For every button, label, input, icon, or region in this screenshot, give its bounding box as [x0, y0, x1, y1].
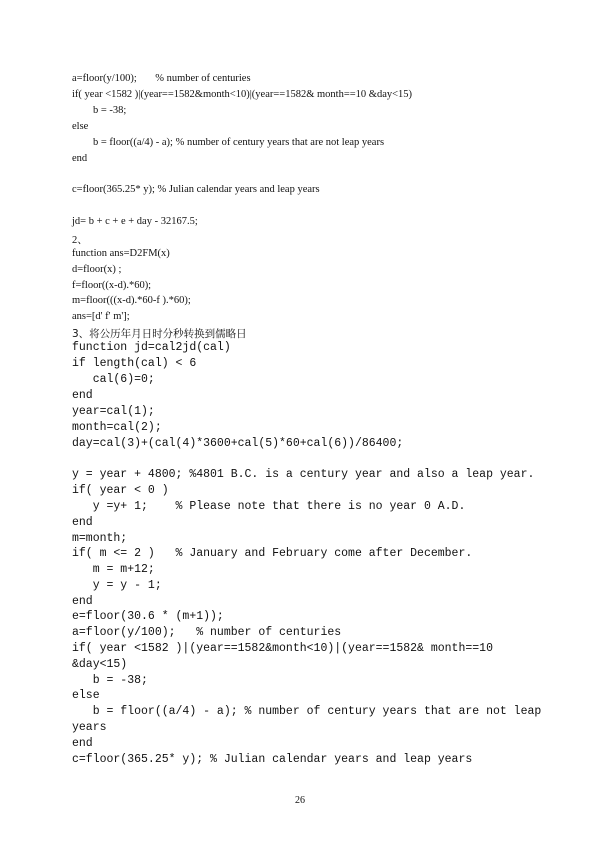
page-number: 26	[295, 795, 305, 806]
code-line: end	[72, 595, 93, 608]
code-line: end	[72, 389, 93, 402]
code-line: cal(6)=0;	[72, 373, 155, 386]
code-line: jd= b + c + e + day - 32167.5;	[72, 216, 198, 227]
code-line: if( year <1582 )|(year==1582&month<10)|(year==1582& month==10	[72, 642, 493, 655]
code-line: m = m+12;	[72, 563, 155, 576]
code-line: a=floor(y/100); % number of centuries	[72, 73, 251, 84]
code-line: if( year < 0 )	[72, 484, 169, 497]
code-line: c=floor(365.25* y); % Julian calendar years and leap years	[72, 184, 320, 195]
code-line: b = -38;	[72, 674, 148, 687]
code-line: y = y - 1;	[72, 579, 162, 592]
code-line: b = floor((a/4) - a); % number of century years that are not leap years	[72, 137, 385, 148]
code-line: function ans=D2FM(x)	[72, 248, 170, 259]
code-line: a=floor(y/100); % number of centuries	[72, 626, 342, 639]
code-line: b = -38;	[72, 105, 127, 116]
code-line: m=month;	[72, 532, 128, 545]
section-heading: 3、将公历年月日时分秒转换到儒略日	[72, 328, 247, 340]
code-line: ans=[d' f' m'];	[72, 311, 130, 322]
code-line: &day<15)	[72, 658, 128, 671]
code-line: else	[72, 121, 89, 132]
code-line: if( year <1582 )|(year==1582&month<10)|(year==1582& month==10 &day<15)	[72, 89, 413, 100]
code-line: month=cal(2);	[72, 421, 162, 434]
code-line: function jd=cal2jd(cal)	[72, 341, 231, 354]
section-number: 2、	[72, 235, 88, 246]
code-line: end	[72, 516, 93, 529]
code-line: year=cal(1);	[72, 405, 155, 418]
code-line: years	[72, 721, 107, 734]
code-line: end	[72, 737, 93, 750]
code-line: f=floor((x-d).*60);	[72, 280, 152, 291]
code-line: d=floor(x) ;	[72, 264, 122, 275]
code-line: b = floor((a/4) - a); % number of century years that are not leap	[72, 705, 542, 718]
code-line: y = year + 4800; %4801 B.C. is a century year and also a leap year.	[72, 468, 535, 481]
code-line: y =y+ 1; % Please note that there is no year 0 A.D.	[72, 500, 466, 513]
code-line: c=floor(365.25* y); % Julian calendar years and leap years	[72, 753, 473, 766]
code-line: day=cal(3)+(cal(4)*3600+cal(5)*60+cal(6))/86400;	[72, 437, 404, 450]
code-line: if length(cal) < 6	[72, 357, 197, 370]
code-line: if( m <= 2 ) % January and February come after December.	[72, 547, 473, 560]
code-line: else	[72, 689, 100, 702]
code-line: m=floor(((x-d).*60-f ).*60);	[72, 295, 191, 306]
code-line: e=floor(30.6 * (m+1));	[72, 610, 224, 623]
code-line: end	[72, 153, 88, 164]
